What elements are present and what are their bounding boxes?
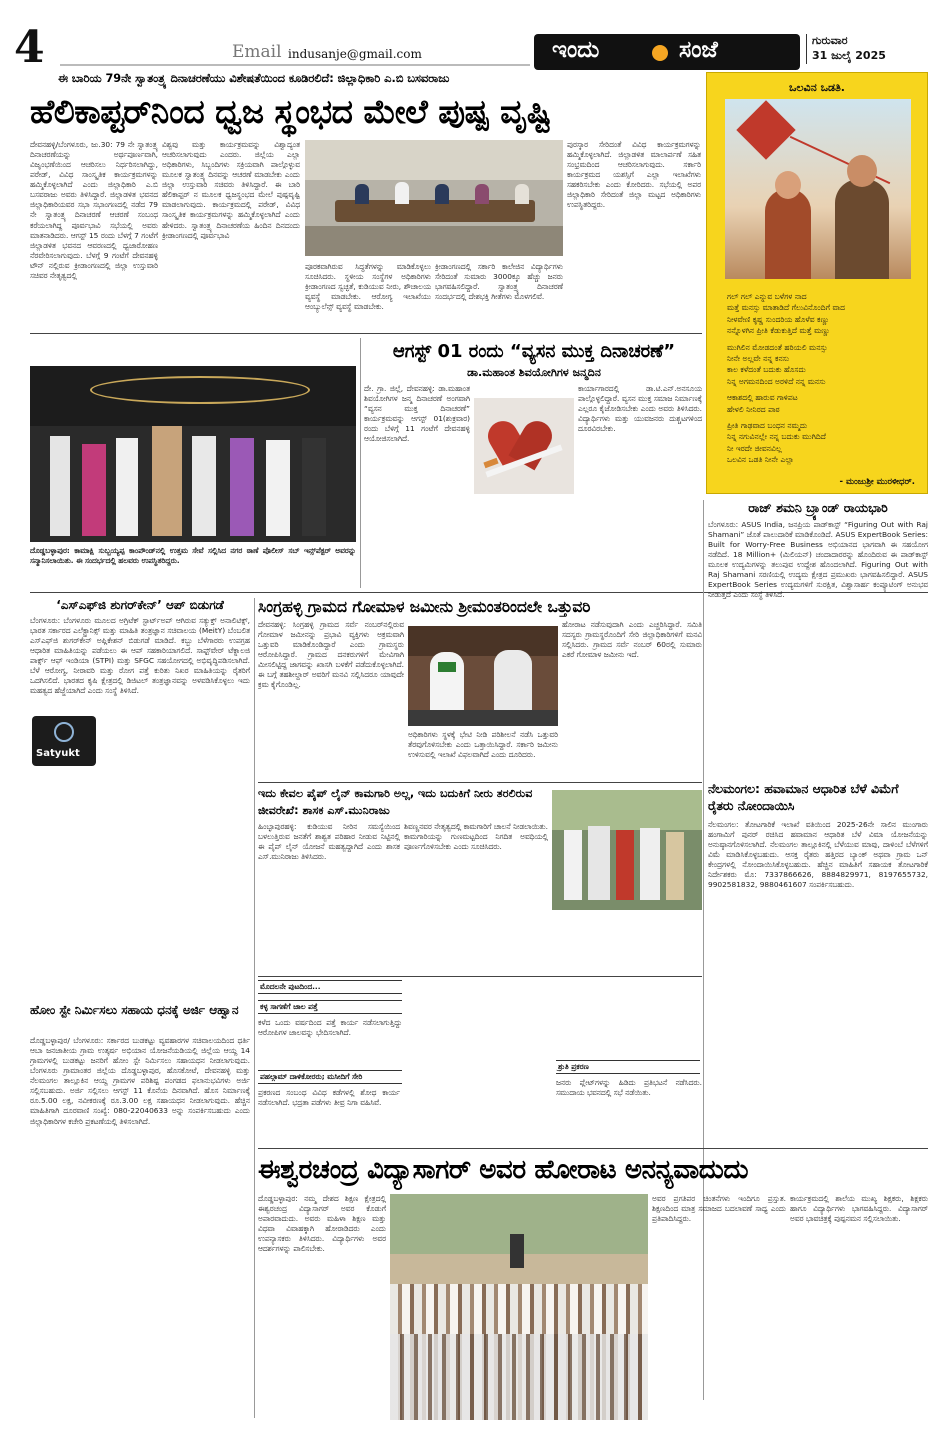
poem-line: ಆಕಾಶದಲ್ಲಿ ಹಾರುವ ಗಾಳಿಪಟ [727, 393, 798, 403]
logo-right-text: ಸಂಜೆ [679, 37, 718, 63]
gomala-col-2: ಅಧಿಕಾರಿಗಳು ಸ್ಥಳಕ್ಕೆ ಭೇಟಿ ನೀಡಿ ಪರಿಶೀಲನೆ ನಡೆಸಿ ಒತ್ತುವರಿ ತೆರವುಗೊಳಿಸಬೇಕು ಎಂದು ಒತ್ತಾಯಿಸಿದ್ದಾರೆ. ಸರ್ಕಾರಿ ಜಮೀನು ಉಳಿಸುವಲ್ಲಿ ಇಲಾಖೆ ವಿಫಲವಾಗಿದೆ ಎಂದು ದೂರಿದರು. [408, 730, 558, 760]
satyukt-logo-text: Satyukt [36, 748, 80, 759]
weather-body: ನೆಲಮಂಗಲ: ತೋಟಗಾರಿಕೆ ಇಲಾಖೆ ವತಿಯಿಂದ 2025-26ನೇ ಸಾಲಿನ ಮುಂಗಾರು ಹಂಗಾಮಿಗೆ ಪುನರ್ ರಚಿಸಿದ ಹವಾಮಾನ ಆಧಾರಿತ ಬೆಳೆ ವಿಮಾ ಯೋಜನೆಯನ್ನು ಅನುಷ್ಠಾನಗೊಳಿಸಲಾಗಿದೆ. ನೆಲಮಂಗಲ ತಾಲ್ಲೂಕಿನಲ್ಲಿ ಬೆಳೆಯುವ ಮಾವು, ದಾಳಿಂಬೆ ಬೆಳೆಗಳಿಗೆ ವಿಮೆ ಮಾಡಿಸಿಕೊಳ್ಳಬಹುದು. ಆಸಕ್ತ ರೈತರು ಹತ್ತಿರದ ಬ್ಯಾಂಕ್ ಅಥವಾ ಗ್ರಾಮ ಒನ್ ಕೇಂದ್ರಗಳಲ್ಲಿ ನೋಂದಾಯಿಸಿಕೊಳ್ಳಬಹುದು. ಹೆಚ್ಚಿನ ಮಾಹಿತಿಗೆ ಸಹಾಯಕ ತೋಟಗಾರಿಕೆ ನಿರ್ದೇಶಕರು ಮೊ: 7337866626, 8884829971, 8197655732, 9902581832, 9880461607 ಸಂಪರ್ಕಿಸಬಹುದು. [708, 820, 928, 890]
sugarcane-body: ಬೆಂಗಳೂರು: ಬೆಂಗಳೂರು ಮೂಲದ ಅಗ್ರಿಟೆಕ್ ಸ್ಟಾರ್ಟ್‌ಅಪ್ ಆಗಿರುವ ಸತ್ಯುಕ್ತ್ ಅನಾಲಿಟಿಕ್ಸ್, ಭಾರತ ಸರ್ಕಾರದ ಎಲೆಕ್ಟ್ರಾನಿಕ್ಸ್ ಮತ್ತು ಮಾಹಿತಿ ತಂತ್ರಜ್ಞಾನ ಸಚಿವಾಲಯ (MeitY) ಬೆಂಬಲಿತ ಎಸ್‌ಎಫ್‌ಜಿ ಶುಗರ್‌ಕೇನ್ ಅಪ್ಲಿಕೇಶನ್ ಬಿಡುಗಡೆ ಮಾಡಿದೆ. ಕಬ್ಬು ಬೆಳೆಗಾರರು ಉಪಗ್ರಹ ಆಧಾರಿತ ಮಾಹಿತಿಯನ್ನು ಪಡೆಯಲು ಈ ಆಪ್ ಸಹಕಾರಿಯಾಗಲಿದೆ. ಸಾಫ್ಟ್‌ವೇರ್ ಟೆಕ್ನಾಲಜಿ ಪಾರ್ಕ್ಸ್ ಆಫ್ ಇಂಡಿಯಾ (STPI) ಮತ್ತು SFGC ಸಹಯೋಗದಲ್ಲಿ ಅಭಿವೃದ್ಧಿಪಡಿಸಲಾಗಿದೆ. ಬೆಳೆ ಆರೋಗ್ಯ, ನೀರಾವರಿ ಮತ್ತು ರೋಗ ಪತ್ತೆ ಕುರಿತು ನಿಖರ ಮಾಹಿತಿಯನ್ನು ರೈತರಿಗೆ ಒದಗಿಸಲಿದೆ. ಭಾರತದ ಕೃಷಿ ಕ್ಷೇತ್ರದಲ್ಲಿ ಡಿಜಿಟಲ್ ತಂತ್ರಜ್ಞಾನವನ್ನು ಅಳವಡಿಸಿಕೊಳ್ಳಲು ಇದು ಮಹತ್ವದ ಹೆಜ್ಜೆಯಾಗಿದೆ ಎಂದು ಸಂಸ್ಥೆ ತಿಳಿಸಿದೆ. [30, 616, 250, 696]
poem-author: - ಮಂಜುಶ್ರೀ ಮುರಳೀಧರ್. [839, 477, 915, 487]
police-photo-caption: ದೊಡ್ಡಬಳ್ಳಾಪುರ: ಕಾಮಾಕ್ಷಿ ಸುಬ್ಬಯ್ಯಪ್ಪ ಕಾಂಪೌಂಡ್‌ನಲ್ಲಿ ಉತ್ತಮ ಸೇವೆ ಸಲ್ಲಿಸಿದ ನಗರ ಠಾಣೆ ಪೊಲೀಸ್ ಸಬ್ ಇನ್ಸ್‌ಪೆಕ್ಟರ್ ಅವರನ್ನು ಸನ್ಮಾನಿಸಲಾಯಿತು. ಈ ಸಂದರ್ಭದಲ್ಲಿ ಹಲವರು ಉಪಸ್ಥಿತರಿದ್ದರು. [30, 546, 356, 565]
poem-line: ಮತ್ತೆ ಮನಸ್ಸು ಮಾತಾಡಿದೆ ಗೆಲುವಿನೊಂದಿಗೆ ವಾದ [727, 303, 845, 313]
deaddiction-col-1: ದೇ. ಗ್ರಾ. ಜಿಲ್ಲೆ, ದೇವನಹಳ್ಳಿ: ಡಾ.ಮಹಾಂತ ಶಿವಯೋಗಿಗಳ ಜನ್ಮ ದಿನಾಚರಣೆ ಅಂಗವಾಗಿ “ವ್ಯಸನ ಮುಕ್ತ ದಿನಾಚರಣೆ” ಕಾರ್ಯಕ್ರಮವನ್ನು ಆಗಸ್ಟ್ 01(ಶುಕ್ರವಾರ) ರಂದು ಬೆಳಿಗ್ಗೆ 11 ಗಂಟೆಗೆ ದೇವನಹಳ್ಳಿ ಆಯೋಜಿಸಲಾಗಿದೆ. [364, 384, 470, 444]
pipeline-inauguration-photo [552, 790, 702, 910]
brief-1-body: ಕಳೆದ ಒಂದು ವರ್ಷದಿಂದ ಪತ್ತೆ ಕಾರ್ಯ ನಡೆಸಲಾಗುತ್ತಿದ್ದು ಆರೋಪಿಗಳ ಜಾಲವನ್ನು ಭೇದಿಸಲಾಗಿದೆ. [258, 1018, 402, 1038]
brief-1-subtitle: ಕಳ್ಳ ಸಾಗಣೆಗೆ ಜಾಲ ಪತ್ತೆ [258, 1000, 402, 1014]
email-value: indusanje@gmail.com [288, 47, 422, 61]
poem-illustration [725, 99, 911, 279]
deaddiction-col-2: ಕಾರ್ಯಾಗಾರದಲ್ಲಿ ಡಾ.ಟಿ.ಎನ್.ಅನಸೂಯ ಪಾಲ್ಗೊಳ್ಳಲಿದ್ದಾರೆ. ವ್ಯಸನ ಮುಕ್ತ ಸಮಾಜ ನಿರ್ಮಾಣಕ್ಕೆ ಎಲ್ಲರೂ ಕೈಜೋಡಿಸಬೇಕು ಎಂದು ಅವರು ತಿಳಿಸಿದರು. ವಿದ್ಯಾರ್ಥಿಗಳು ಮತ್ತು ಯುವಜನರು ದುಶ್ಚಟಗಳಿಂದ ದೂರವಿರಬೇಕು. [578, 384, 702, 434]
school-assembly-photo [390, 1194, 648, 1420]
pipeline-col-1: ಹಿಂಬ್ಳಾಪುರಹಳ್ಳಿ: ಕುಡಿಯುವ ನೀರಿನ ಸಮಸ್ಯೆಯಿಂದ ಬಳಲುತ್ತಿರುವ ಜನತೆಗೆ ಶಾಶ್ವತ ಪರಿಹಾರ ನೀಡುವ ನಿಟ್ಟಿನಲ್ಲಿ ಈ ಪೈಪ್ ಲೈನ್ ಯೋಜನೆ ಮಹತ್ವದ್ದಾಗಿದೆ ಎಂದು ಶಾಸಕ ಎಸ್.ಮುನಿರಾಜು ತಿಳಿಸಿದರು. [258, 822, 400, 862]
poem-line: ನೀ ಇರದೇ ಜೀವನವಿಲ್ಲ [727, 443, 782, 453]
brief-3-subtitle: ಶ್ರುತಿ ಪ್ರಕರಣ [556, 1060, 700, 1074]
poem-title: ಒಲವಿನ ಒಡತಿ. [789, 81, 845, 94]
homestay-headline: ಹೋಂ ಸ್ಟೇ ನಿರ್ಮಿಸಲು ಸಹಾಯ ಧನಕ್ಕೆ ಅರ್ಜಿ ಆಹ್ವಾನ [30, 1003, 239, 1017]
gomala-col-1: ದೇವನಹಳ್ಳಿ: ಸಿಂಗ್ರಹಳ್ಳಿ ಗ್ರಾಮದ ಸರ್ವೆ ನಂಬರ್‌ನಲ್ಲಿರುವ ಗೋಮಾಳ ಜಮೀನನ್ನು ಪ್ರಭಾವಿ ವ್ಯಕ್ತಿಗಳು ಅಕ್ರಮವಾಗಿ ಒತ್ತುವರಿ ಮಾಡಿಕೊಂಡಿದ್ದಾರೆ ಎಂದು ಗ್ರಾಮಸ್ಥರು ಆರೋಪಿಸಿದ್ದಾರೆ. ಗ್ರಾಮದ ದನಕರುಗಳಿಗೆ ಮೇವಿಗಾಗಿ ಮೀಸಲಿಟ್ಟಿದ್ದ ಜಾಗವನ್ನು ಖಾಸಗಿ ಬಳಕೆಗೆ ಪಡೆದುಕೊಳ್ಳಲಾಗಿದೆ. ಈ ಬಗ್ಗೆ ತಹಶೀಲ್ದಾರ್ ಅವರಿಗೆ ಮನವಿ ಸಲ್ಲಿಸಿದರೂ ಯಾವುದೇ ಕ್ರಮ ಕೈಗೊಂಡಿಲ್ಲ. [258, 620, 404, 690]
date: 31 ಜುಲೈ 2025 [812, 49, 886, 62]
broken-heart-cigarette-photo [474, 398, 574, 494]
email-label: Email [232, 42, 282, 62]
lead-col-5: ಪುರಸ್ಕಾರ ಸೇರಿದಂತೆ ವಿವಿಧ ಕಾರ್ಯಕ್ರಮಗಳನ್ನು ಹಮ್ಮಿಕೊಳ್ಳಲಾಗಿದೆ. ಜಿಲ್ಲಾಡಳಿತ ಮಾಲಾರ್ಪಣೆ ಸಹಿತ ಸಂಭ್ರಮದಿಂದ ಆಚರಿಸಲಾಗುವುದು. ಸರ್ಕಾರಿ ಕಾರ್ಯಕ್ರಮದ ಯಶಸ್ಸಿಗೆ ಎಲ್ಲಾ ಇಲಾಖೆಗಳು ಸಹಕರಿಸಬೇಕು ಎಂದು ಕೋರಿದರು. ಸಭೆಯಲ್ಲಿ ಅಪರ ಜಿಲ್ಲಾಧಿಕಾರಿ ಸೇರಿದಂತೆ ಜಿಲ್ಲಾ ಮಟ್ಟದ ಅಧಿಕಾರಿಗಳು ಉಪಸ್ಥಿತರಿದ್ದರು. [567, 140, 701, 210]
poem-line: ನನ್ನೊಳಗಿನ ಪ್ರೀತಿ ಕೆಡುಕುತ್ತಿದೆ ಮತ್ತೆ ಮಣ್ಣು [727, 326, 831, 336]
lead-col-2: ವಿಶ್ವವು ಮತ್ತು ಕಾರ್ಯಕ್ರಮವನ್ನು ವಿಶ್ವಾದ್ಯಂತ ಆಚರಿಸಲಾಗುವುದು ಎಂದರು. ಜಿಲ್ಲೆಯ ಎಲ್ಲಾ ಅಧಿಕಾರಿಗಳು, ಸಿಬ್ಬಂದಿಗಳು ಸಕ್ರಿಯವಾಗಿ ಪಾಲ್ಗೊಳ್ಳುವ ಮೂಲಕ ಸ್ವಾತಂತ್ರ್ಯ ದಿನವನ್ನು ಆಚರಣೆ ಮಾಡಬೇಕು ಎಂದು ಜಿಲ್ಲಾ ಉಸ್ತುವಾರಿ ಸಚಿವರು ತಿಳಿಸಿದ್ದಾರೆ. ಈ ಬಾರಿ ಹೆಲಿಕಾಪ್ಟರ್ ನ ಮೂಲಕ ಧ್ವಜಸ್ಥಂಭದ ಮೇಲೆ ಪುಷ್ಪವೃಷ್ಟಿ ಮಾಡಲಾಗುವುದು. ಕಾರ್ಯಕ್ರಮದಲ್ಲಿ ಪರೇಡ್, ವಿವಿಧ ಸಾಂಸ್ಕೃತಿಕ ಕಾರ್ಯಕ್ರಮಗಳನ್ನು ಹಮ್ಮಿಕೊಳ್ಳಲಾಗಿದೆ ಎಂದು ಹೇಳಿದರು. ಸ್ವಾತಂತ್ರ್ಯ ದಿನಾಚರಣೆಯ ಹಿಂದಿನ ದಿನದಂದು ಕ್ರೀಡಾಂಗಣದಲ್ಲಿ ಪೂರ್ವಭಾವಿ [162, 140, 300, 240]
poem-line: ಗಲ್ ಗಲ್ ಎನ್ನುವ ಬಳೆಗಳ ನಾದ [727, 292, 807, 301]
poem-lines [727, 291, 913, 465]
lead-col-1: ದೇವನಹಳ್ಳಿ/ಬೆಂಗಳೂರು, ಜು.30: 79 ನೇ ಸ್ವಾತಂತ್ರ್ಯ ದಿನಾಚರಣೆಯನ್ನು ಅರ್ಥಪೂರ್ಣವಾಗಿ, ವಿಜೃಂಭಣೆಯಿಂದ ಆಚರಿಸಲು ನಿರ್ಧರಿಸಲಾಗಿದ್ದು, ಪರೇಡ್, ವಿವಿಧ ಸಾಂಸ್ಕೃತಿಕ ಕಾರ್ಯಕ್ರಮಗಳನ್ನು ಹಮ್ಮಿಕೊಳ್ಳಲಾಗಿದೆ ಎಂದು ಜಿಲ್ಲಾಧಿಕಾರಿ ಎ.ಬಿ ಬಸವರಾಜು ಅವರು ತಿಳಿಸಿದ್ದಾರೆ. ಜಿಲ್ಲಾಡಳಿತ ಭವನದ ಜಿಲ್ಲಾಧಿಕಾರಿಯವರ ಸಭಾ ಸಭಾಂಗಣದಲ್ಲಿ ನಡೆದ 79 ನೇ ಸ್ವಾತಂತ್ರ್ಯ ದಿನಾಚರಣೆ ಆಚರಣೆ ಸಂಬಂಧ ಕರೆಯಲಾಗಿದ್ದ ಪೂರ್ವಭಾವಿ ಸಭೆಯಲ್ಲಿ ಅವರು ಮಾತನಾಡಿದರು. ಆಗಸ್ಟ್ 15 ರಂದು ಬೆಳಗ್ಗೆ 7 ಗಂಟೆಗೆ ಜಿಲ್ಲಾಡಳಿತ ಭವನದ ಆವರಣದಲ್ಲಿ ಧ್ವಜಾರೋಹಣ ನೆರವೇರಿಸಲಾಗುವುದು. ಬೆಳಗ್ಗೆ 9 ಗಂಟೆಗೆ ದೇವನಹಳ್ಳಿ ಟೌನ್ ನಲ್ಲಿರುವ ಕ್ರೀಡಾಂಗಣದಲ್ಲಿ ಜಿಲ್ಲಾ ಉಸ್ತುವಾರಿ ಸಚಿವರ ನೇತೃತ್ವದಲ್ಲಿ [30, 140, 158, 280]
poem-line: ಪ್ರೀತಿ ಗಾಢವಾದ ಬಂಧನ ನಮ್ಮದು [727, 420, 808, 430]
masthead-logo [534, 34, 800, 70]
gomala-col-3: ಹೋರಾಟ ನಡೆಸುವುದಾಗಿ ಎಂದು ಎಚ್ಚರಿಸಿದ್ದಾರೆ. ಸಮಿತಿ ಸದಸ್ಯರು ಗ್ರಾಮಸ್ಥರೊಂದಿಗೆ ಸೇರಿ ಜಿಲ್ಲಾಧಿಕಾರಿಗಳಿಗೆ ಮನವಿ ಸಲ್ಲಿಸಿದರು. ಗ್ರಾಮದ ಸರ್ವೆ ನಂಬರ್ 60ರಲ್ಲಿ ಸುಮಾರು ಎಕರೆ ಗೋಮಾಳ ಜಮೀನು ಇದೆ. [562, 620, 702, 660]
lead-kicker: ಈ ಬಾರಿಯ 79ನೇ ಸ್ವಾತಂತ್ರ್ಯ ದಿನಾಚರಣೆಯು ವಿಶೇಷತೆಯಿಂದ ಕೂಡಿರಲಿದೆ: ಜಿಲ್ಲಾಧಿಕಾರಿ ಎ.ಬಿ ಬಸವರಾಜು [58, 72, 450, 85]
pipeline-headline: ಇದು ಕೇವಲ ಪೈಪ್ ಲೈನ್ ಕಾಮಗಾರಿ ಅಲ್ಲ, ಇದು ಬದುಕಿಗೆ ನೀರು ತರಲಿರುವ ಜೀವರೇಖೆ: ಶಾಸಕ ಎಸ್.ಮುನಿರಾಜು [258, 787, 533, 817]
poem-line: ನಿನ್ನ ಅಗಮನದಿಂದ ಅರಳಿದೆ ನನ್ನ ಮನಸು [727, 376, 826, 386]
poem-line: ಒಲವಿನ ಒಡತಿ ನೀನೇ ಎಲ್ಲಾ [727, 455, 794, 465]
brief-1-title: ಮೊದಲನೇ ಪುಟದಿಂದ... [258, 980, 402, 994]
lead-col-4: ಕ್ರೀಡಾಂಗಣದಲ್ಲಿ ಸರ್ಕಾರಿ ಕಾಲೇಜಿನ ವಿದ್ಯಾರ್ಥಿಗಳು ಸೇರಿದಂತೆ ಸುಮಾರು 3000ಕ್ಕೂ ಹೆಚ್ಚು ಜನರು ಭಾಗವಹಿಸಲಿದ್ದಾರೆ. ಸ್ವಾತಂತ್ರ್ಯ ದಿನಾಚರಣೆ ಸಂದರ್ಭದಲ್ಲಿ ದೇಶಭಕ್ತಿ ಗೀತೆಗಳು ಮೊಳಗಲಿವೆ. [435, 262, 563, 302]
asus-body: ಬೆಂಗಳೂರು: ASUS India, ಜನಪ್ರಿಯ ಪಾಡ್‌ಕಾಸ್ಟ್ “Figuring Out with Raj Shamani” ಜೊತೆ ಪಾಲುದಾರಿಕೆ ಮಾಡಿಕೊಂಡಿದೆ. ASUS ExpertBook Series: Built for Worry-Free Business ಅಭಿಯಾನದ ಭಾಗವಾಗಿ ಈ ಸಹಯೋಗ ನಡೆದಿದೆ. 18 Million+ (ಮಿಲಿಯನ್) ಚಂದಾದಾರರನ್ನು ಹೊಂದಿರುವ ಈ ಪಾಡ್‌ಕಾಸ್ಟ್ ಮೂಲಕ ಉದ್ಯಮಿಗಳನ್ನು ತಲುಪುವ ಉದ್ದೇಶ ಹೊಂದಲಾಗಿದೆ. Figuring Out with Raj Shamani ಸರಣಿಯಲ್ಲಿ ಉದ್ಯಮ ಕ್ಷೇತ್ರದ ಪ್ರಮುಖರು ಭಾಗವಹಿಸಲಿದ್ದಾರೆ. ASUS ExpertBook Series ಉದ್ಯಮಗಳಿಗೆ ಸುರಕ್ಷಿತ, ವಿಶ್ವಾಸಾರ್ಹ ಕಂಪ್ಯೂಟಿಂಗ್ ಅನುಭವ ನೀಡುತ್ತದೆ ಎಂದು ಸಂಸ್ಥೆ ತಿಳಿಸಿದೆ. [708, 520, 928, 600]
sugarcane-headline: ‘ಎಸ್‌ಎಫ್‌ಜಿ ಶುಗರ್‌ಕೇನ್’ ಆಪ್ ಬಿಡುಗಡೆ [56, 598, 224, 612]
protest-photo [408, 626, 558, 726]
poem-line: ಕಾಲ ಕಳೆದಂತೆ ಬದುಕು ಹೊಸದು [727, 365, 806, 375]
homestay-body: ದೊಡ್ಡಬಳ್ಳಾಪುರ/ ಬೆಂಗಳೂರು: ಸರ್ಕಾರದ ಬುಡಕಟ್ಟು ವ್ಯವಹಾರಗಳ ಸಚಿವಾಲಯದಿಂದ ಧರ್ತಿ ಆಬಾ ಜನಜಾತೀಯ ಗ್ರಾಮ ಉತ್ಕರ್ಷ ಅಭಿಯಾನ ಯೋಜನೆಯಡಿಯಲ್ಲಿ ಜಿಲ್ಲೆಯ ಆಯ್ದ 14 ಗ್ರಾಮಗಳಲ್ಲಿ ಬುಡಕಟ್ಟು ಜನರಿಗೆ ಹೋಂ ಸ್ಟೇ ನಿರ್ಮಿಸಲು ಸಹಾಯಧನ ನೀಡಲಾಗುವುದು. ಬೆಂಗಳೂರು ಗ್ರಾಮಾಂತರ ಜಿಲ್ಲೆಯ ದೊಡ್ಡಬಳ್ಳಾಪುರ, ಹೊಸಕೋಟೆ, ದೇವನಹಳ್ಳಿ ಮತ್ತು ನೆಲಮಂಗಲ ತಾಲ್ಲೂಕಿನ ಆಯ್ದ ಗ್ರಾಮಗಳ ಪರಿಶಿಷ್ಟ ಪಂಗಡದ ಫಲಾನುಭವಿಗಳು ಅರ್ಜಿ ಸಲ್ಲಿಸಬಹುದು. ಅರ್ಜಿ ಸಲ್ಲಿಸಲು ಆಗಸ್ಟ್ 11 ಕೊನೆಯ ದಿನವಾಗಿದೆ. ಹೊಸ ನಿರ್ಮಾಣಕ್ಕೆ ರೂ.5.00 ಲಕ್ಷ, ನವೀಕರಣಕ್ಕೆ ರೂ.3.00 ಲಕ್ಷ ಸಹಾಯಧನ ನೀಡಲಾಗುವುದು. ಹೆಚ್ಚಿನ ಮಾಹಿತಿಗಾಗಿ ದೂರವಾಣಿ ಸಂಖ್ಯೆ: 080-22040633 ಅನ್ನು ಸಂಪರ್ಕಿಸಬಹುದು ಎಂದು ಜಿಲ್ಲಾಧಿಕಾರಿಗಳ ಕಚೇರಿ ಪ್ರಕಟಣೆಯಲ್ಲಿ ತಿಳಿಸಲಾಗಿದೆ. [30, 1036, 250, 1126]
vidyasagar-col-3: ಅವರ ಪ್ರಗತಿಪರ ಚಿಂತನೆಗಳು ಇಂದಿಗೂ ಪ್ರಸ್ತುತ. ಶಿಕ್ಷಣದಿಂದ ಮಾತ್ರ ಸಮಾಜದ ಬದಲಾವಣೆ ಸಾಧ್ಯ ಎಂದು ಪ್ರತಿಪಾದಿಸಿದ್ದರು. [652, 1194, 786, 1224]
weekday: ಗುರುವಾರ [812, 34, 848, 47]
brief-3-body: ಜನರು ಪ್ಲೇಟ್‌ಗಳನ್ನು ಹಿಡಿದು ಪ್ರತಿಭಟನೆ ನಡೆಸಿದರು. ಸಮುದಾಯ ಭವನದಲ್ಲಿ ಸಭೆ ನಡೆಯಿತು. [556, 1078, 702, 1098]
poem-box [706, 72, 928, 494]
logo-left-text: ಇಂದು [552, 37, 600, 63]
weather-headline: ನೆಲಮಂಗಲ: ಹವಾಮಾನ ಆಧಾರಿತ ಬೆಳೆ ವಿಮೆಗೆ ರೈತರು ನೋಂದಾಯಿಸಿ [708, 781, 899, 814]
pipeline-col-2: ಶಿವಣ್ಣನವರ ನೇತೃತ್ವದಲ್ಲಿ ಕಾಮಗಾರಿಗೆ ಚಾಲನೆ ನೀಡಲಾಯಿತು. ಕಾಮಗಾರಿಯನ್ನು ಗುಣಮಟ್ಟದಿಂದ ನಿಗದಿತ ಅವಧಿಯಲ್ಲಿ ಪೂರ್ಣಗೊಳಿಸಬೇಕು ಎಂದು ಸೂಚಿಸಿದರು. [404, 822, 548, 852]
lead-col-3: ಪೂರಕವಾಗಿರುವ ಸಿದ್ಧತೆಗಳನ್ನು ಮಾಡಿಕೊಳ್ಳಲು ಸೂಚಿಸಿದರು. ಸ್ಥಳೀಯ ಸಂಸ್ಥೆಗಳ ಅಧಿಕಾರಿಗಳು ಕ್ರೀಡಾಂಗಣದ ಸ್ವಚ್ಛತೆ, ಕುಡಿಯುವ ನೀರು, ಶೌಚಾಲಯ ವ್ಯವಸ್ಥೆ ಮಾಡಬೇಕು. ಆರೋಗ್ಯ ಇಲಾಖೆಯು ಆಂಬ್ಯುಲೆನ್ಸ್ ವ್ಯವಸ್ಥೆ ಮಾಡಬೇಕು. [305, 262, 431, 312]
deaddiction-subhead: ಡಾ.ಮಹಾಂತ ಶಿವಯೋಗಿಗಳ ಜನ್ಮದಿನ [467, 366, 601, 379]
poem-line: ನಿನ್ನ ನಗುವಿನಲ್ಲೇ ನನ್ನ ಬದುಕು ಮುಗಿದಿದೆ [727, 432, 826, 442]
vidyasagar-col-4: ಕಾರ್ಯಕ್ರಮದಲ್ಲಿ ಶಾಲೆಯ ಮುಖ್ಯ ಶಿಕ್ಷಕರು, ಶಿಕ್ಷಕರು ಹಾಗೂ ವಿದ್ಯಾರ್ಥಿಗಳು ಭಾಗವಹಿಸಿದ್ದರು. ವಿದ್ಯಾಸಾಗರ್ ಅವರ ಭಾವಚಿತ್ರಕ್ಕೆ ಪುಷ್ಪನಮನ ಸಲ್ಲಿಸಲಾಯಿತು. [790, 1194, 928, 1224]
police-felicitation-photo [30, 366, 356, 542]
poem-line: ಮುಗಿಲಿನ ಮೋಡದಂತೆ ಹರಿಯಲಿ ಮನಸ್ಸು [727, 342, 828, 352]
vidyasagar-col-1: ದೊಡ್ಡಬಳ್ಳಾಪುರ: ನಮ್ಮ ದೇಶದ ಶಿಕ್ಷಣ ಕ್ಷೇತ್ರದಲ್ಲಿ ಈಶ್ವರಚಂದ್ರ ವಿದ್ಯಾಸಾಗರ್ ಅವರ ಕೊಡುಗೆ ಅಪಾರವಾದುದು. ಅವರು ಮಹಿಳಾ ಶಿಕ್ಷಣ ಮತ್ತು ವಿಧವಾ ವಿವಾಹಕ್ಕಾಗಿ ಹೋರಾಡಿದರು ಎಂದು ಉಪನ್ಯಾಸಕರು ತಿಳಿಸಿದರು. ವಿದ್ಯಾರ್ಥಿಗಳು ಅವರ ಆದರ್ಶಗಳನ್ನು ಪಾಲಿಸಬೇಕು. [258, 1194, 386, 1254]
deaddiction-headline: ಆಗಸ್ಟ್ 01 ರಂದು “ವ್ಯಸನ ಮುಕ್ತ ದಿನಾಚರಣೆ” [392, 341, 676, 362]
vidyasagar-headline: ಈಶ್ವರಚಂದ್ರ ವಿದ್ಯಾಸಾಗರ್ ಅವರ ಹೋರಾಟ ಅನನ್ಯವಾದುದು [258, 1155, 749, 1185]
gomala-headline: ಸಿಂಗ್ರಹಳ್ಳಿ ಗ್ರಾಮದ ಗೋಮಾಳ ಜಮೀನು ಶ್ರೀಮಂತರಿಂದಲೇ ಒತ್ತುವರಿ [258, 598, 591, 616]
page-number: 4 [14, 22, 45, 73]
poem-line: ನೀಳವೇಣಿ ಕೃಷ್ಣ ಸುಂದರಿಯ ಹೊಳೆವ ಕಣ್ಣು [727, 314, 830, 324]
lead-headline: ಹೆಲಿಕಾಪ್ಟರ್‌ನಿಂದ ಧ್ವಜ ಸ್ಥಂಭದ ಮೇಲೆ ಪುಷ್ಪ ವೃಷ್ಟಿ [30, 92, 552, 131]
poem-line: ಹೇಳಲಿ ನೀನಿರದ ಪಾಠ [727, 404, 780, 414]
brief-2-subtitle: ಪಹಲ್ಗಾಮ್ ದಾಳಿಕೋರರು; ಮಸೀದಿಗೆ ಸೇರಿ [258, 1070, 402, 1084]
brief-2-body: ಪ್ರಕರಣದ ಸಂಬಂಧ ವಿವಿಧ ಕಡೆಗಳಲ್ಲಿ ಶೋಧ ಕಾರ್ಯ ನಡೆಸಲಾಗಿದೆ. ಭದ್ರತಾ ಪಡೆಗಳು ತೀವ್ರ ನಿಗಾ ವಹಿಸಿವೆ. [258, 1088, 400, 1108]
logo-sun-icon [652, 45, 668, 61]
poem-line: ನೀನೇ ಅಲ್ಲವೇ ನನ್ನ ಕನಸು [727, 353, 790, 363]
asus-headline: ರಾಜ್ ಶಮನಿ ಬ್ರ್ಯಾಂಡ್ ರಾಯಭಾರಿ [748, 500, 888, 515]
meeting-photo [305, 140, 563, 256]
